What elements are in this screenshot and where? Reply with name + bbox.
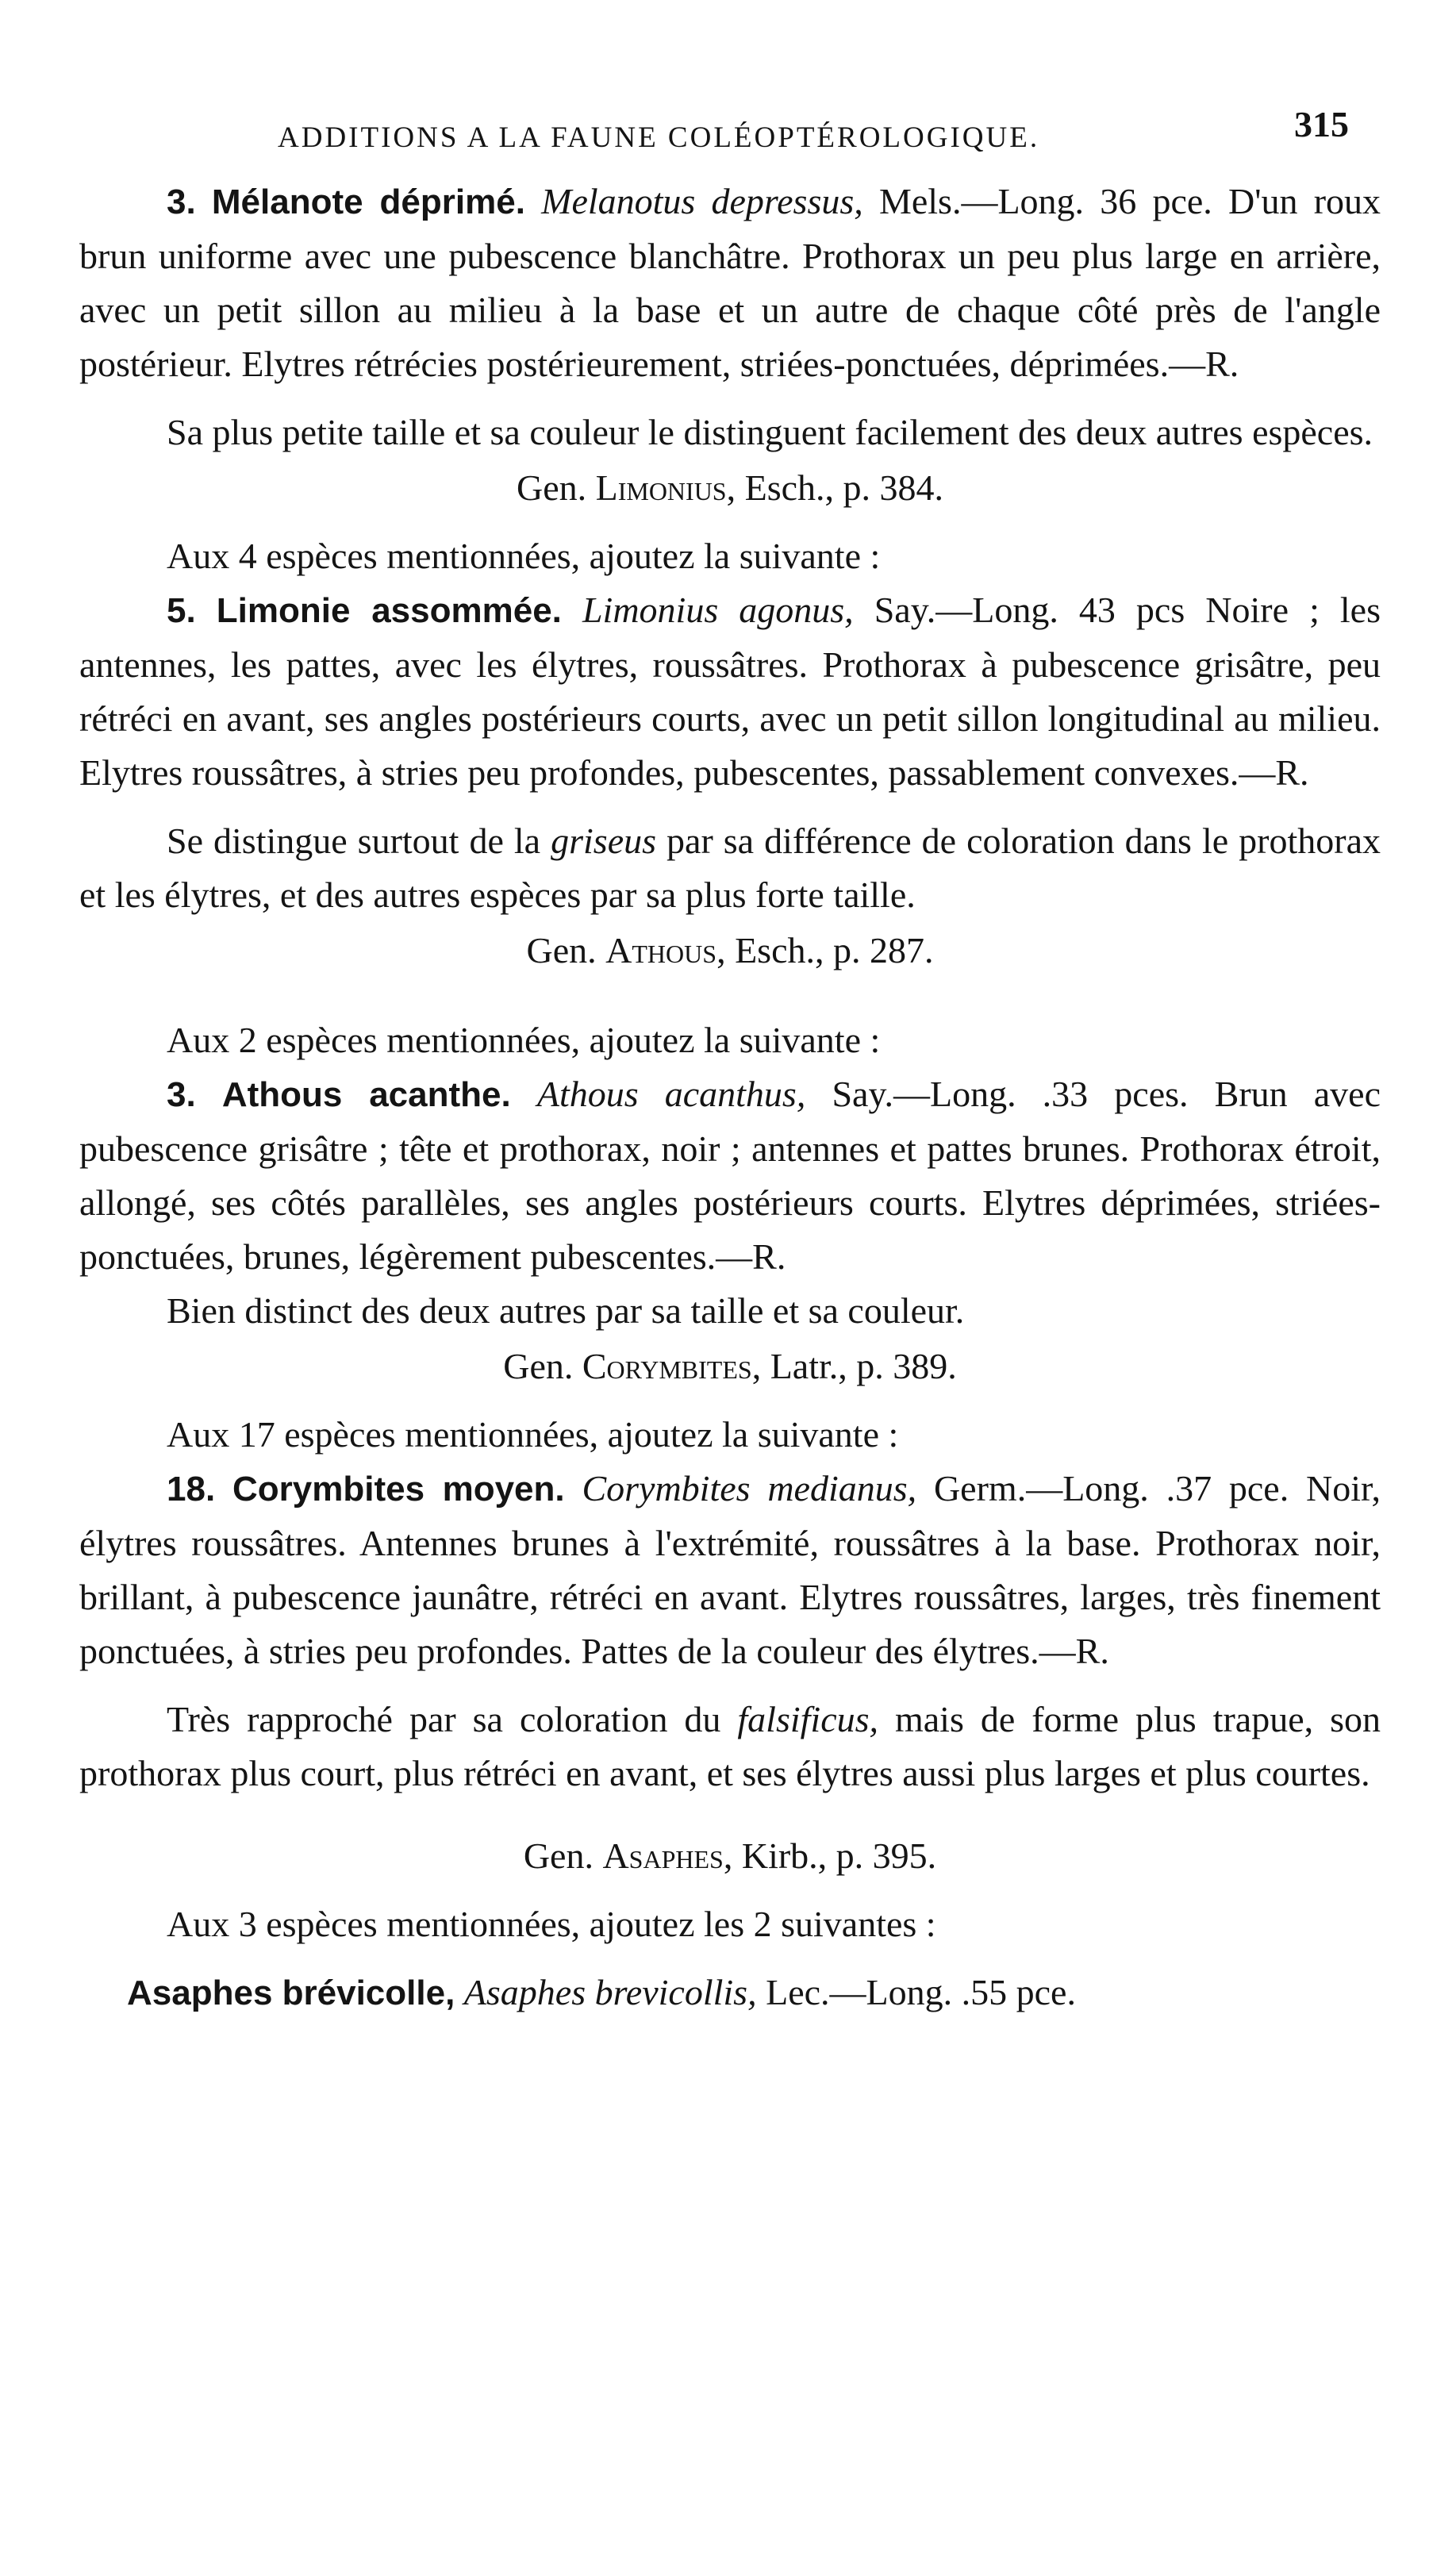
- note-text-end: mais de forme plus trapue, son prothorax plus court, plus rétréci en avant, et ses élytres aussi plus larges et plus courtes.: [79, 1699, 1381, 1793]
- species-latin-name: Corymbites medianus,: [582, 1468, 917, 1509]
- species-latin-name: Limonius agonus,: [582, 590, 854, 630]
- species-description: Germ.—Long. .37 pce. Noir, élytres roussâtres. Antennes brunes à l'extrémité, roussâtres à la base. Prothorax noir, brillant, à pubescence jaunâtre, rétréci en avant. Elytres roussâtres, larges, très finement ponctuées, à stries peu profondes. Pattes de la couleur des élytres.—R.: [79, 1468, 1381, 1671]
- species-description: Lec.—Long. .55 pce.: [756, 1972, 1076, 2012]
- species-common-name: Corymbites moyen.: [232, 1470, 565, 1509]
- species-entry-athous: [79, 1067, 1381, 1284]
- genus-authority: , Latr., p. 389.: [751, 1346, 957, 1386]
- note-italic-name: griseus: [551, 821, 657, 861]
- species-description: Mels.—Long. 36 pce. D'un roux brun uniforme avec une pubescence blanchâtre. Prothorax un peu plus large en arrière, avec un petit sillon au milieu à la base et un autre de chaque côté près de l'angle postérieur. Elytres rétrécies postérieurement, striées-ponctuées, déprimées.—R.: [79, 181, 1381, 384]
- note-text-end: par sa différence de coloration dans le prothorax et les élytres, et des autres espèces par sa plus forte taille.: [79, 821, 1381, 915]
- species-common-name: Asaphes brévicolle,: [127, 1974, 455, 2012]
- genus-heading-athous: [79, 924, 1381, 978]
- note-text-start: Très rapproché par sa coloration du: [167, 1699, 738, 1739]
- note-italic-name: falsificus,: [737, 1699, 879, 1739]
- species-latin-name: Melanotus depressus,: [541, 181, 863, 221]
- running-header: [79, 87, 1381, 175]
- genus-prefix: Gen.: [503, 1346, 582, 1386]
- genus-name: Corymbites: [582, 1346, 752, 1386]
- genus-heading-corymbites: [79, 1339, 1381, 1393]
- species-note-corymbites: [79, 1693, 1381, 1801]
- page-number: 315: [1294, 104, 1349, 144]
- species-number: 5.: [167, 591, 196, 630]
- genus-prefix: Gen.: [526, 930, 606, 970]
- species-entry-asaphes: [79, 1966, 1381, 2020]
- running-title: ADDITIONS A LA FAUNE COLÉOPTÉROLOGIQUE.: [278, 121, 1040, 154]
- genus-name: Athous: [605, 930, 717, 970]
- genus-name: Limonius: [595, 467, 727, 508]
- species-note-athous: Bien distinct des deux autres par sa taille et sa couleur.: [167, 1290, 965, 1331]
- species-entry-corymbites: [79, 1462, 1381, 1678]
- book-page: [79, 87, 1381, 2020]
- species-number: 18.: [167, 1470, 216, 1509]
- species-entry-limonius: [79, 583, 1381, 800]
- genus-heading-limonius: [79, 461, 1381, 515]
- species-description: Say.—Long. .33 pces. Brun avec pubescence grisâtre ; tête et prothorax, noir ; antennes et pattes brunes. Prothorax étroit, allongé, ses côtés parallèles, ses angles postérieurs courts. Elytres déprimées, striées-ponctuées, brunes, légèrement pubescentes.—R.: [79, 1074, 1381, 1277]
- species-common-name: Mélanote déprimé.: [211, 183, 525, 221]
- species-latin-name: Asaphes brevicollis,: [463, 1972, 757, 2012]
- genus-name: Asaphes: [602, 1835, 724, 1876]
- species-common-name: Athous acanthe.: [221, 1075, 511, 1114]
- species-number: 3.: [167, 183, 196, 221]
- genus-prefix: Gen.: [516, 467, 596, 508]
- species-number: 3.: [167, 1075, 196, 1114]
- species-description: Say.—Long. 43 pcs Noire ; les antennes, les pattes, avec les élytres, roussâtres. Prothorax à pubescence grisâtre, peu rétréci en avant, ses angles postérieurs courts, avec un petit sillon longitudinal au milieu. Elytres roussâtres, à stries peu profondes, pubescentes, passablement convexes.—R.: [79, 590, 1381, 793]
- species-note-melanotus: Sa plus petite taille et sa couleur le distinguent facilement des deux autres espèces.: [167, 412, 1373, 452]
- species-note-limonius: [79, 814, 1381, 922]
- note-text-start: Se distingue surtout de la: [167, 821, 551, 861]
- genus-heading-asaphes: [79, 1829, 1381, 1883]
- genus-intro-corymbites: Aux 17 espèces mentionnées, ajoutez la suivante :: [167, 1414, 899, 1455]
- genus-authority: , Esch., p. 384.: [726, 467, 944, 508]
- species-entry-melanotus: [79, 175, 1381, 391]
- genus-authority: , Kirb., p. 395.: [723, 1835, 937, 1876]
- genus-prefix: Gen.: [523, 1835, 603, 1876]
- genus-authority: , Esch., p. 287.: [716, 930, 934, 970]
- species-latin-name: Athous acanthus,: [536, 1074, 806, 1114]
- genus-intro-limonius: Aux 4 espèces mentionnées, ajoutez la suivante :: [167, 536, 881, 576]
- genus-intro-athous: Aux 2 espèces mentionnées, ajoutez la suivante :: [167, 1020, 881, 1060]
- species-common-name: Limonie assommée.: [216, 591, 562, 630]
- genus-intro-asaphes: Aux 3 espèces mentionnées, ajoutez les 2 suivantes :: [167, 1904, 936, 1944]
